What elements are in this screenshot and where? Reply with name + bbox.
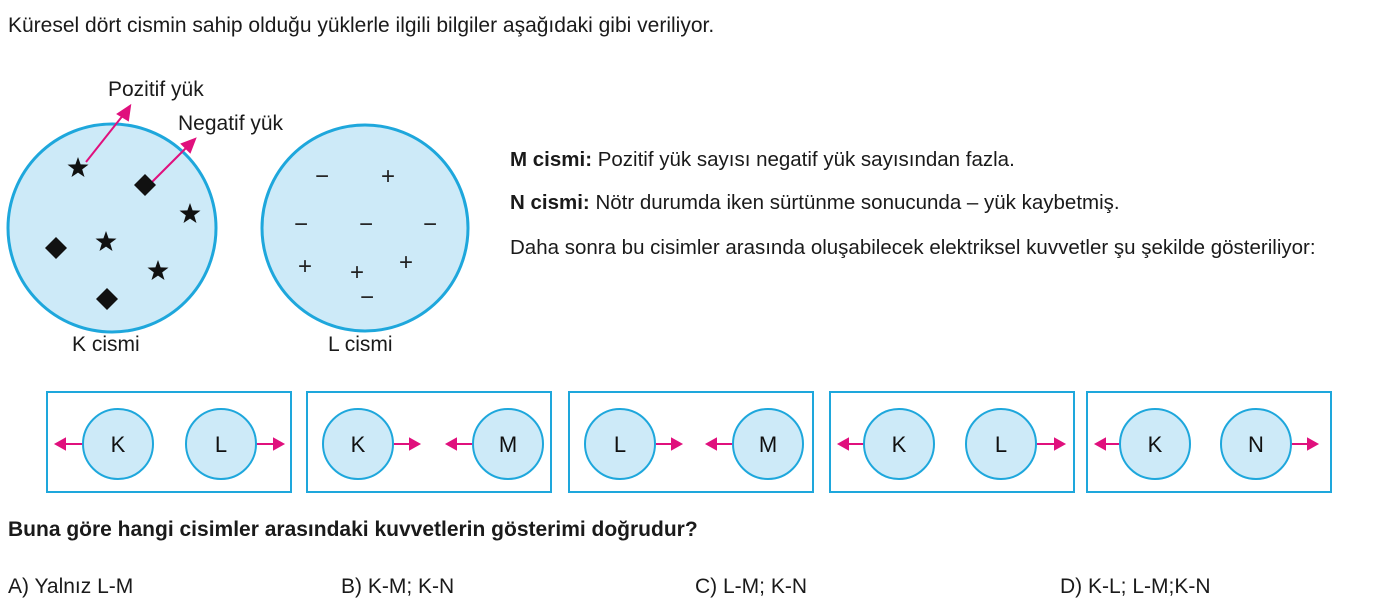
- panel-left-label: K: [891, 432, 907, 457]
- panel-right-label: M: [758, 432, 778, 457]
- force-panel-5: [1086, 391, 1332, 493]
- option-a[interactable]: A) Yalnız L-M: [8, 575, 134, 598]
- arrow-left-icon: [707, 439, 716, 449]
- body-k-label: K cismi: [72, 333, 140, 356]
- option-d[interactable]: D) K-L; L-M;K-N: [1060, 575, 1211, 598]
- minus-sign: −: [293, 211, 309, 238]
- force-panel-3: [568, 391, 814, 493]
- arrow-left-icon: [56, 439, 65, 449]
- arrow-right-icon: [672, 439, 681, 449]
- panel-right-label: N: [1248, 432, 1264, 457]
- force-panel-2-svg: [308, 393, 550, 491]
- panel-right-label: L: [994, 432, 1008, 457]
- minus-sign: −: [422, 211, 438, 238]
- plus-sign: +: [349, 259, 365, 286]
- arrow-left-icon: [839, 439, 848, 449]
- plus-sign: +: [380, 163, 396, 190]
- charge-diagram: [0, 0, 500, 340]
- force-panel-3-svg: [570, 393, 812, 491]
- question-text: Buna göre hangi cisimler arasındaki kuvvetlerin gösterimi doğrudur?: [8, 518, 698, 541]
- panel-right-label: L: [214, 432, 228, 457]
- arrow-left-icon: [447, 439, 456, 449]
- arrow-right-icon: [274, 439, 283, 449]
- option-c[interactable]: C) L-M; K-N: [695, 575, 807, 598]
- force-panel-2: [306, 391, 552, 493]
- plus-sign: +: [297, 253, 313, 280]
- info-m: [510, 146, 1368, 174]
- panel-right-label: M: [498, 432, 518, 457]
- arrow-right-icon: [1308, 439, 1317, 449]
- arrow-left-icon: [1096, 439, 1105, 449]
- intro-text: Küresel dört cismin sahip olduğu yüklerle ilgili bilgiler aşağıdaki gibi veriliyor.: [8, 14, 715, 37]
- panel-left-label: L: [613, 432, 627, 457]
- minus-sign: −: [359, 284, 375, 311]
- info-paragraph: Daha sonra bu cisimler arasında oluşabilecek elektriksel kuvvetler şu şekilde gösteriliyor:: [510, 236, 1316, 259]
- info-m-text: Pozitif yük sayısı negatif yük sayısından fazla.: [592, 148, 1015, 171]
- info-n: [510, 189, 1368, 217]
- panel-left-label: K: [110, 432, 126, 457]
- panel-left-label: K: [1147, 432, 1163, 457]
- arrow-right-icon: [1055, 439, 1064, 449]
- arrow-right-icon: [410, 439, 419, 449]
- minus-sign: −: [358, 211, 374, 238]
- force-panel-5-svg: [1088, 393, 1330, 491]
- force-panel-4: [829, 391, 1075, 493]
- info-m-title: M cismi:: [510, 148, 593, 171]
- body-l-label: L cismi: [328, 333, 393, 356]
- force-panel-1: [46, 391, 292, 493]
- panel-left-label: K: [350, 432, 366, 457]
- negative-charge-label: Negatif yük: [178, 112, 284, 135]
- positive-charge-label: Pozitif yük: [108, 78, 204, 101]
- info-n-text: Nötr durumda iken sürtünme sonucunda – yük kaybetmiş.: [589, 191, 1120, 214]
- option-b[interactable]: B) K-M; K-N: [341, 575, 455, 598]
- force-panel-4-svg: [831, 393, 1073, 491]
- info-n-title: N cismi:: [510, 191, 590, 214]
- plus-sign: +: [398, 249, 414, 276]
- minus-sign: −: [314, 163, 330, 190]
- force-panel-1-svg: [48, 393, 290, 491]
